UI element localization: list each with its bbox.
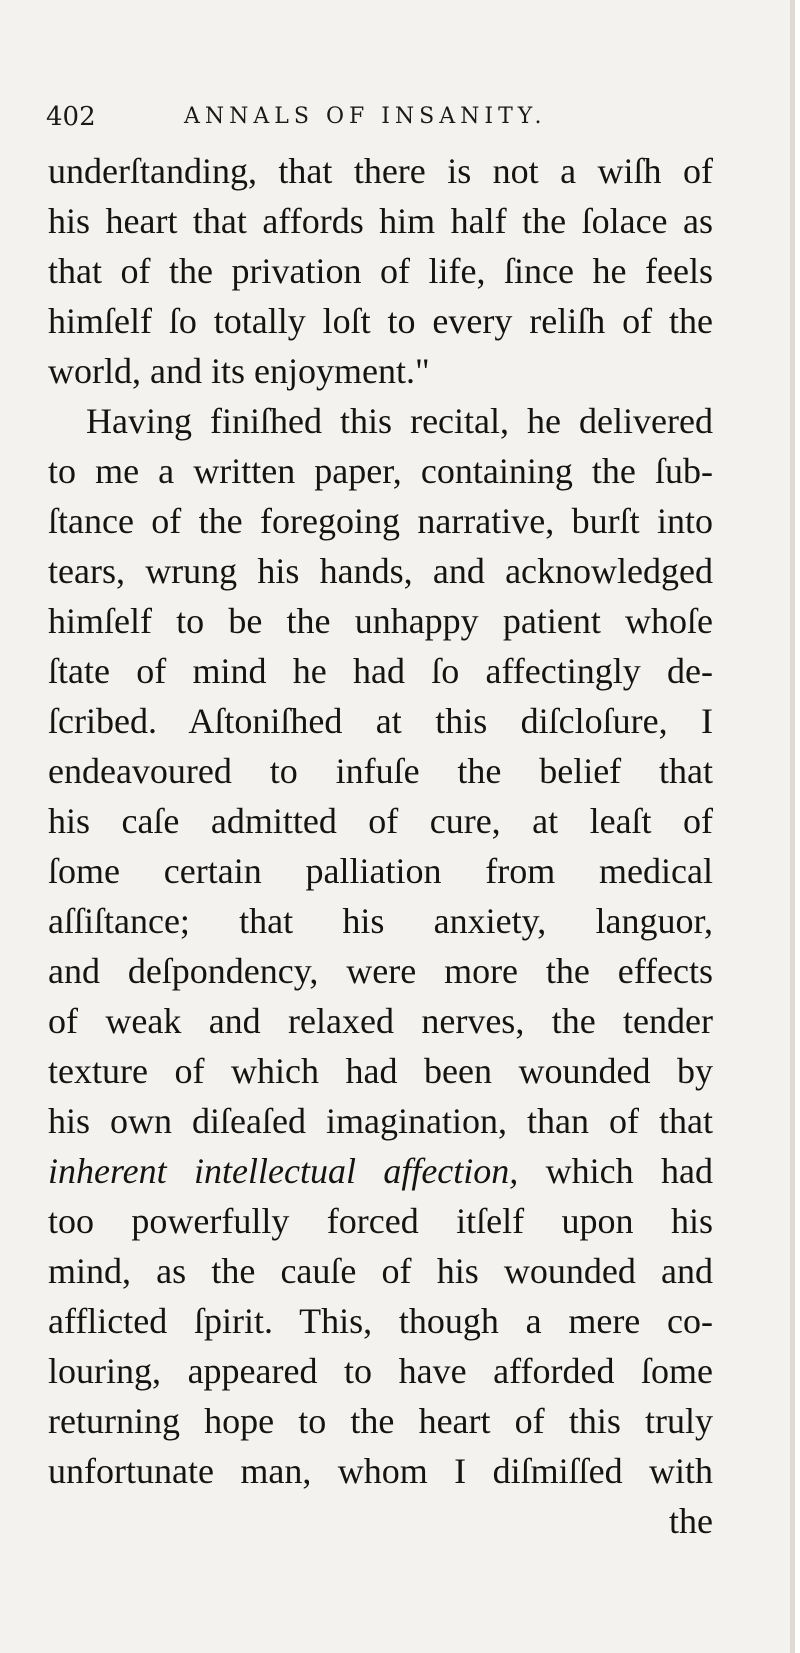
body-text	[48, 146, 713, 1546]
text-line: of weak and relaxed nerves, the tender	[48, 1001, 713, 1041]
text-line: ſcribed. Aſtoniſhed at this diſcloſure, I	[48, 701, 713, 741]
catchword: the	[669, 1501, 713, 1541]
text-line: endeavoured to infuſe the belief that	[48, 751, 713, 791]
text-line: underſtanding, that there is not a wiſh of	[48, 151, 713, 191]
text-line: aſſiſtance; that his anxiety, languor,	[48, 901, 713, 941]
running-head: ANNALS OF INSANITY.	[184, 104, 547, 129]
text-line: his caſe admitted of cure, at leaſt of	[48, 801, 713, 841]
text-line: afflicted ſpirit. This, though a mere co-	[48, 1301, 713, 1341]
text-line: ſtate of mind he had ſo affectingly de-	[48, 651, 713, 691]
text-line: returning hope to the heart of this truly	[48, 1401, 713, 1441]
text-line: texture of which had been wounded by	[48, 1051, 713, 1091]
text-line: and deſpondency, were more the effects	[48, 951, 713, 991]
text-line: world, and its enjoyment."	[48, 351, 430, 391]
text-line: unfortunate man, whom I diſmiſſed with	[48, 1451, 713, 1491]
text-line: his own diſeaſed imagination, than of that	[48, 1101, 713, 1141]
text-line: his heart that affords him half the ſolace as	[48, 201, 713, 241]
text-line: ſome certain palliation from medical	[48, 851, 713, 891]
text-line-rest: which had	[545, 1151, 713, 1191]
page-header	[46, 98, 726, 138]
text-line: tears, wrung his hands, and acknowledged	[48, 551, 713, 591]
text-line: too powerfully forced itſelf upon his	[48, 1201, 713, 1241]
text-line: mind, as the cauſe of his wounded and	[48, 1251, 713, 1291]
text-line: that of the privation of life, ſince he feels	[48, 251, 713, 291]
text-line: himſelf ſo totally loſt to every reliſh of the	[48, 301, 713, 341]
page-edge	[790, 0, 795, 1653]
text-line: ſtance of the foregoing narrative, burſt into	[48, 501, 713, 541]
text-line: louring, appeared to have afforded ſome	[48, 1351, 713, 1391]
text-line-with-italic	[48, 1146, 713, 1196]
italic-phrase: inherent intellectual affection,	[48, 1151, 519, 1191]
paragraph-first-line: Having finiſhed this recital, he delivered	[86, 401, 713, 441]
text-line: to me a written paper, containing the ſub-	[48, 451, 713, 491]
text-line: himſelf to be the unhappy patient whoſe	[48, 601, 713, 641]
page-number: 402	[46, 102, 96, 132]
